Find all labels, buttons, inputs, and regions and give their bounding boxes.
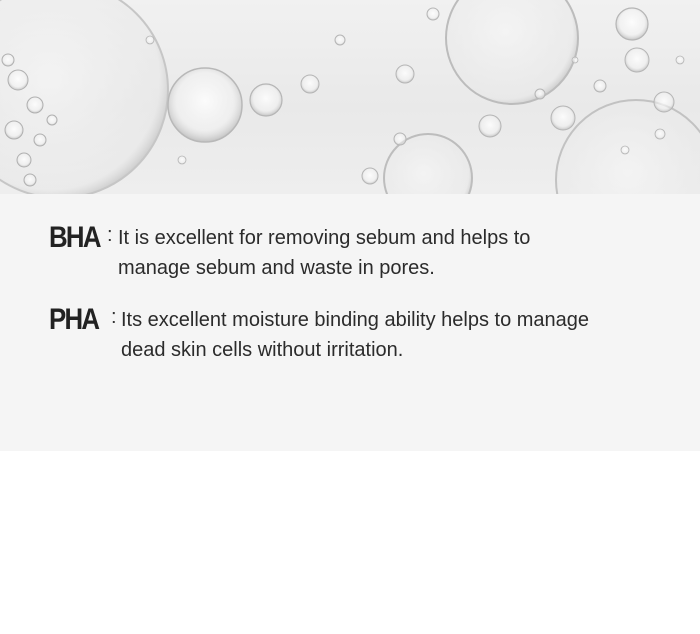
ingredient-term: PHA <box>49 303 99 336</box>
ingredient-info-panel <box>0 194 700 451</box>
ingredient-description <box>118 223 530 283</box>
term-separator: : <box>107 224 113 246</box>
description-line: Its excellent moisture binding ability helps to manage <box>121 309 590 331</box>
description-line: It is excellent for removing sebum and helps to <box>118 227 531 249</box>
description-line: manage sebum and waste in pores. <box>118 257 435 279</box>
bubbles-hero-image <box>0 0 700 194</box>
ingredient-description <box>121 305 589 365</box>
blank-footer-area <box>0 451 700 634</box>
ingredient-term: BHA <box>49 221 100 254</box>
term-separator: : <box>111 306 117 328</box>
bubbles-illustration <box>0 0 700 194</box>
description-line: dead skin cells without irritation. <box>121 339 404 361</box>
